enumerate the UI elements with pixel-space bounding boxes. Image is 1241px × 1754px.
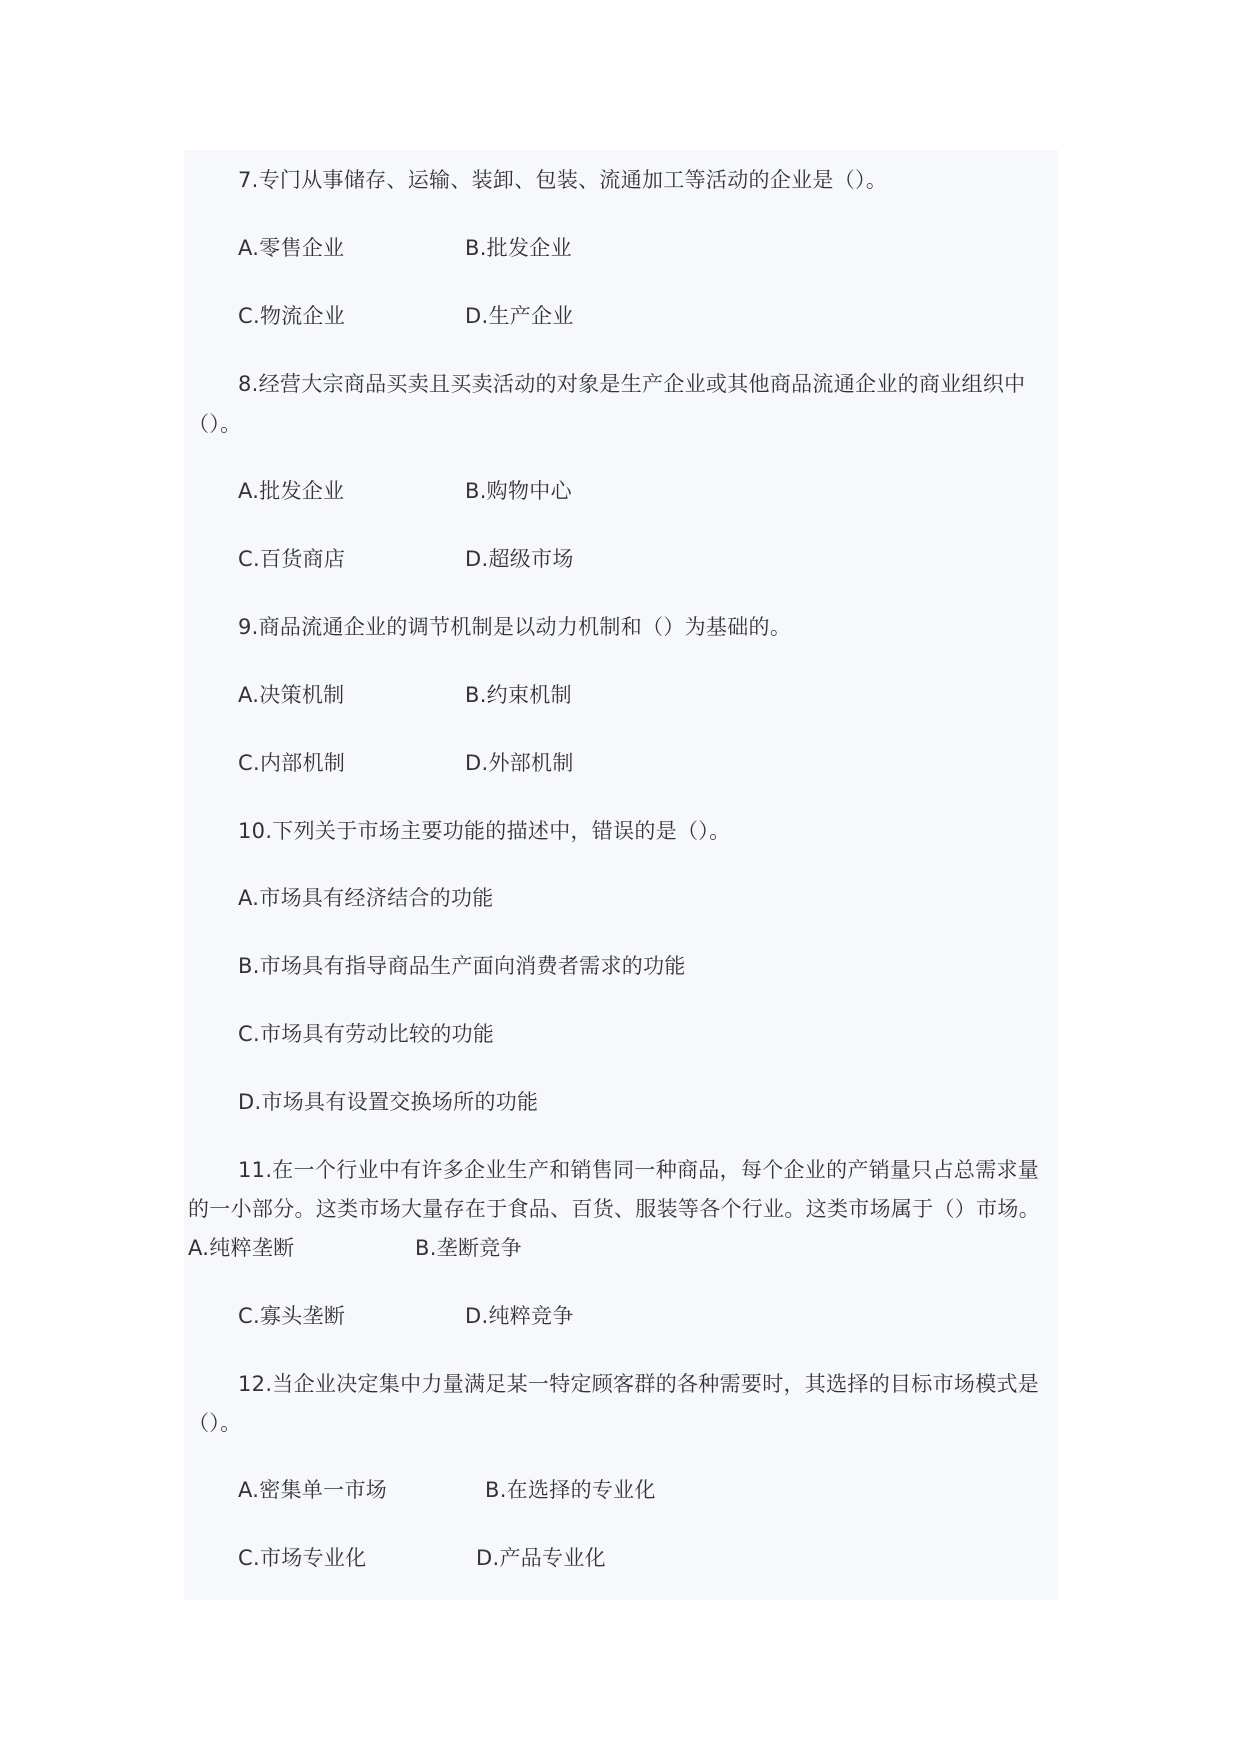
question-10-option-d: D.市场具有设置交换场所的功能 xyxy=(238,1090,539,1114)
option-b: B.购物中心 xyxy=(465,479,572,503)
question-12-stem-cont: （）。 xyxy=(188,1411,242,1435)
question-8-stem: 8.经营大宗商品买卖且买卖活动的对象是生产企业或其他商品流通企业的商业组织中 xyxy=(238,372,1026,396)
option-a: A.密集单一市场 xyxy=(238,1478,388,1502)
option-b: B.约束机制 xyxy=(465,683,572,707)
option-b: B.垄断竞争 xyxy=(415,1236,522,1260)
question-8-stem-cont: （）。 xyxy=(188,412,242,436)
option-b: B.在选择的专业化 xyxy=(485,1478,656,1502)
option-c: C.寡头垄断 xyxy=(238,1304,346,1328)
option-d: D.纯粹竞争 xyxy=(465,1304,574,1328)
question-10-stem: 10.下列关于市场主要功能的描述中，错误的是（）。 xyxy=(238,819,731,843)
content-panel xyxy=(184,150,1058,1600)
question-10-option-c: C.市场具有劳动比较的功能 xyxy=(238,1022,495,1046)
option-d: D.产品专业化 xyxy=(476,1546,606,1570)
option-a: A.决策机制 xyxy=(238,683,345,707)
option-d: D.超级市场 xyxy=(465,547,574,571)
question-12-stem: 12.当企业决定集中力量满足某一特定顾客群的各种需要时，其选择的目标市场模式是 xyxy=(238,1372,1040,1396)
option-c: C.物流企业 xyxy=(238,304,346,328)
question-9-stem: 9.商品流通企业的调节机制是以动力机制和（）为基础的。 xyxy=(238,615,792,639)
option-b: B.批发企业 xyxy=(465,236,572,260)
question-10-option-b: B.市场具有指导商品生产面向消费者需求的功能 xyxy=(238,954,686,978)
option-d: D.外部机制 xyxy=(465,751,574,775)
question-10-option-a: A.市场具有经济结合的功能 xyxy=(238,886,494,910)
option-c: C.市场专业化 xyxy=(238,1546,367,1570)
option-c: C.内部机制 xyxy=(238,751,346,775)
option-a: A.纯粹垄断 xyxy=(188,1236,295,1260)
question-11-stem-cont: 的一小部分。这类市场大量存在于食品、百货、服装等各个行业。这类市场属于（）市场。 xyxy=(188,1197,1040,1221)
question-11-stem: 11.在一个行业中有许多企业生产和销售同一种商品，每个企业的产销量只占总需求量 xyxy=(238,1158,1040,1182)
option-a: A.零售企业 xyxy=(238,236,345,260)
question-7-stem: 7.专门从事储存、运输、装卸、包装、流通加工等活动的企业是（）。 xyxy=(238,168,888,192)
option-c: C.百货商店 xyxy=(238,547,346,571)
option-a: A.批发企业 xyxy=(238,479,345,503)
option-d: D.生产企业 xyxy=(465,304,574,328)
